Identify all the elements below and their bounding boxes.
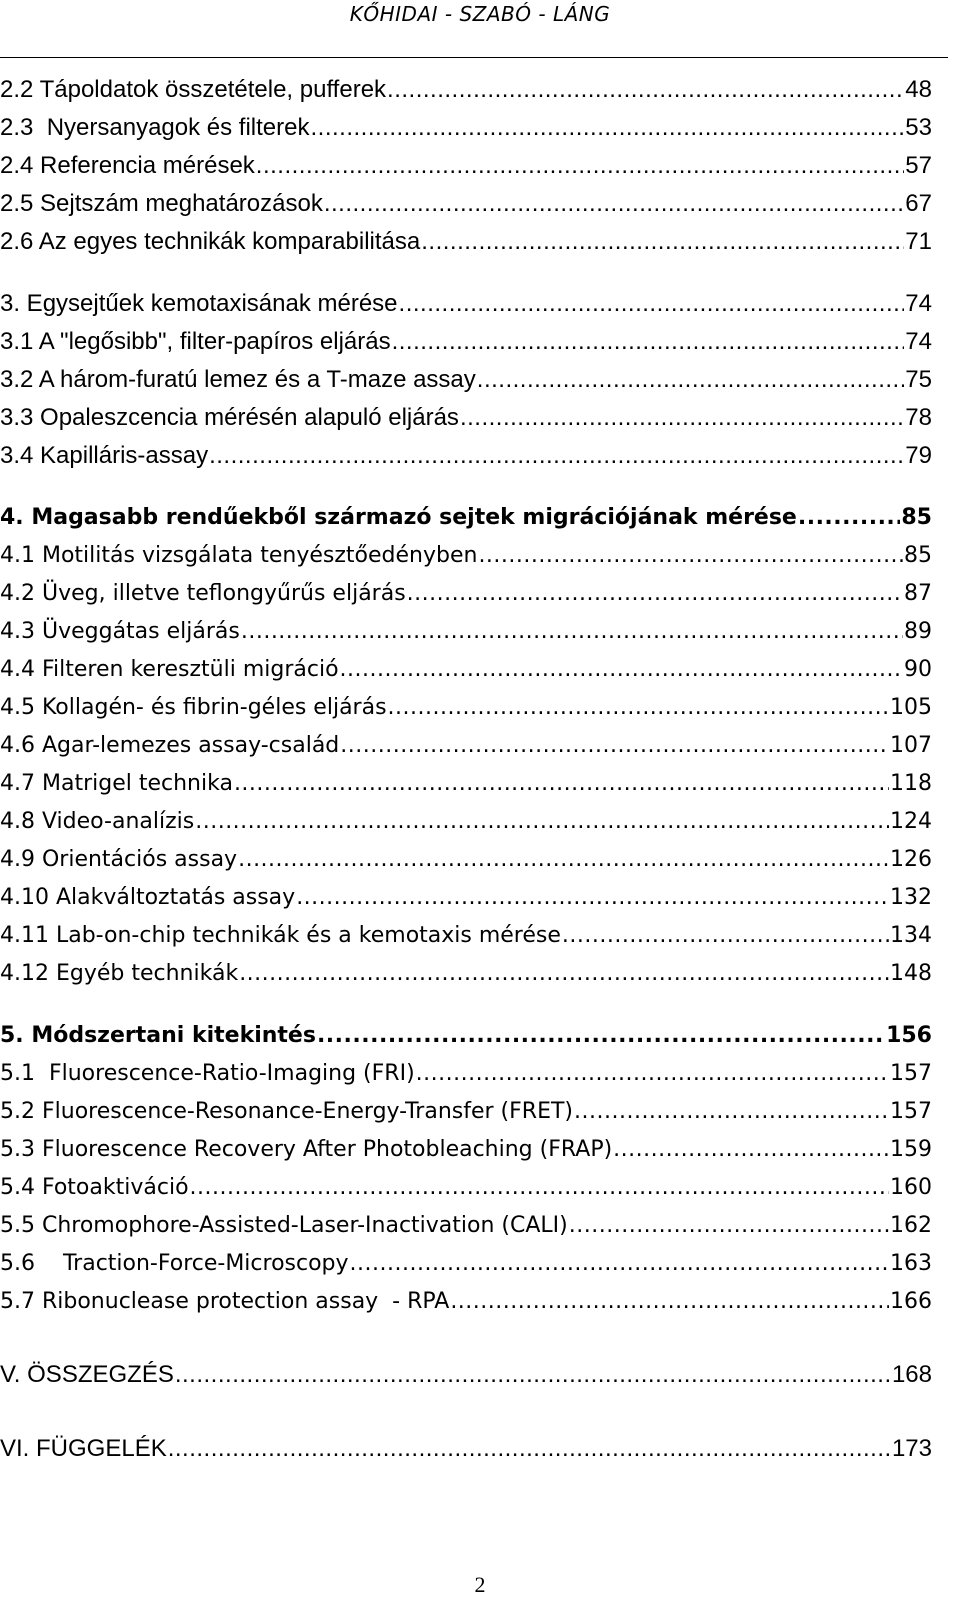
leader-dots [562, 923, 889, 948]
toc-entry[interactable] [0, 152, 932, 186]
toc-entry-label: 5.1 Fluorescence-Ratio-Imaging (FRI) [0, 1061, 415, 1086]
toc-entry-page: 105 [890, 695, 932, 720]
running-header [0, 0, 960, 56]
toc-entry-page: 126 [890, 847, 932, 872]
leader-dots [407, 581, 903, 606]
toc-entry-label: 4.8 Video-analízis [0, 809, 195, 834]
toc-entry-label: 5.6 Traction-Force-Microscopy [0, 1251, 349, 1276]
leader-dots [574, 1099, 889, 1124]
leader-dots [324, 190, 904, 218]
leader-dots [613, 1137, 889, 1162]
toc-entry[interactable] [0, 1251, 932, 1285]
toc-entry-label: 3.3 Opaleszcencia mérésén alapuló eljárás [0, 404, 459, 431]
toc-chapter-entry[interactable] [0, 505, 932, 539]
toc-entry[interactable] [0, 1289, 932, 1323]
toc-entry-page: 71 [905, 228, 932, 255]
leader-dots [416, 1061, 889, 1086]
leader-dots [256, 152, 905, 180]
leader-dots [168, 1435, 891, 1463]
toc-entry-page: 78 [905, 404, 932, 431]
leader-dots [340, 733, 889, 758]
toc-entry[interactable] [0, 581, 932, 615]
toc-entry[interactable] [0, 190, 932, 224]
toc-entry-label: 4.5 Kollagén- és fibrin-géles eljárás [0, 695, 387, 720]
running-title: KŐHIDAI - SZABÓ - LÁNG [349, 2, 611, 26]
toc-entry[interactable] [0, 885, 932, 919]
leader-dots [239, 961, 889, 986]
toc-entry[interactable] [0, 404, 932, 438]
toc-entry-page: 132 [890, 885, 932, 910]
leader-dots [175, 1361, 891, 1389]
toc-entry-label: 2.2 Tápoldatok összetétele, pufferek [0, 76, 387, 103]
toc-entry-label: V. ÖSSZEGZÉS [0, 1361, 174, 1388]
leader-dots [340, 657, 903, 682]
leader-dots [477, 366, 905, 394]
toc-entry-label: 3.4 Kapilláris-assay [0, 442, 209, 469]
leader-dots [317, 1023, 885, 1048]
leader-dots [350, 1251, 889, 1276]
leader-dots [798, 505, 901, 530]
page-number: 2 [474, 1572, 486, 1597]
leader-dots [296, 885, 889, 910]
leader-dots [209, 442, 904, 470]
toc-entry[interactable] [0, 228, 932, 262]
leader-dots [399, 290, 905, 318]
toc-entry-label: 3.2 A három-furatú lemez és a T-maze assay [0, 366, 476, 393]
toc-entry-label: 4.7 Matrigel technika [0, 771, 233, 796]
toc-entry-label: 2.3 Nyersanyagok és filterek [0, 114, 310, 141]
leader-dots [234, 771, 889, 796]
toc-entry[interactable] [0, 923, 932, 957]
toc-entry[interactable] [0, 328, 932, 362]
toc-entry[interactable] [0, 1213, 932, 1247]
toc-entry-page: 79 [905, 442, 932, 469]
toc-entry[interactable] [0, 961, 932, 995]
leader-dots [238, 847, 889, 872]
toc-entry-page: 85 [901, 505, 932, 530]
leader-dots [195, 809, 889, 834]
toc-entry[interactable] [0, 733, 932, 767]
toc-entry-page: 166 [890, 1289, 932, 1314]
leader-dots [460, 404, 904, 432]
toc-entry[interactable] [0, 442, 932, 476]
toc-entry[interactable] [0, 1099, 932, 1133]
toc-entry-label: 4.3 Üveggátas eljárás [0, 619, 240, 644]
toc-entry[interactable] [0, 1061, 932, 1095]
toc-chapter-entry[interactable] [0, 1023, 932, 1057]
toc-entry[interactable] [0, 847, 932, 881]
toc-entry[interactable] [0, 76, 932, 110]
toc-entry[interactable] [0, 619, 932, 653]
toc-chapter-entry[interactable] [0, 290, 932, 324]
toc-entry[interactable] [0, 1137, 932, 1171]
toc-entry-label: 4.4 Filteren keresztüli migráció [0, 657, 339, 682]
header-rule [0, 57, 948, 58]
toc-entry-label: 3. Egysejtűek kemotaxisának mérése [0, 290, 398, 317]
toc-entry-page: 159 [890, 1137, 932, 1162]
toc-entry-page: 89 [904, 619, 932, 644]
toc-entry-label: 4.1 Motilitás vizsgálata tenyésztőedényben [0, 543, 478, 568]
toc-entry-label: 4.10 Alakváltoztatás assay [0, 885, 296, 910]
toc-entry-page: 148 [890, 961, 932, 986]
toc-entry-page: 75 [905, 366, 932, 393]
toc-entry-label: 4.12 Egyéb technikák [0, 961, 239, 986]
toc-entry-page: 162 [890, 1213, 932, 1238]
toc-entry-page: 74 [905, 290, 932, 317]
toc-entry-label: 2.5 Sejtszám meghatározások [0, 190, 323, 217]
toc-entry-label: 5.7 Ribonuclease protection assay - RPA [0, 1289, 450, 1314]
toc-entry-label: 4.9 Orientációs assay [0, 847, 238, 872]
toc-entry-page: 118 [890, 771, 932, 796]
leader-dots [190, 1175, 889, 1200]
toc-entry-page: 67 [905, 190, 932, 217]
toc-entry-page: 173 [891, 1435, 932, 1462]
toc-entry-label: 3.1 A "legősibb", filter-papíros eljárás [0, 328, 391, 355]
toc-entry[interactable] [0, 366, 932, 400]
toc-entry[interactable] [0, 771, 932, 805]
toc-entry-page: 48 [905, 76, 932, 103]
toc-entry-page: 157 [890, 1099, 932, 1124]
toc-entry-page: 156 [886, 1023, 932, 1048]
toc-entry-page: 57 [905, 152, 932, 179]
toc-entry-page: 74 [905, 328, 932, 355]
toc-part-entry[interactable] [0, 1361, 932, 1395]
toc-entry[interactable] [0, 695, 932, 729]
toc-entry-page: 134 [890, 923, 932, 948]
toc-entry[interactable] [0, 543, 932, 577]
toc-entry-label: 4.6 Agar-lemezes assay-család [0, 733, 340, 758]
toc-entry-page: 107 [890, 733, 932, 758]
toc-entry[interactable] [0, 1175, 932, 1209]
toc-entry-label: 5.4 Fotoaktiváció [0, 1175, 189, 1200]
toc-entry[interactable] [0, 809, 932, 843]
leader-dots [388, 695, 889, 720]
toc-entry-label: 5.2 Fluorescence-Resonance-Energy-Transfer (FRET) [0, 1099, 573, 1124]
toc-entry-page: 53 [905, 114, 932, 141]
toc-entry-page: 85 [904, 543, 932, 568]
toc-entry-page: 157 [890, 1061, 932, 1086]
toc-entry-label: 5. Módszertani kitekintés [0, 1023, 316, 1048]
toc-entry-label: 4.11 Lab-on-chip technikák és a kemotaxis mérése [0, 923, 561, 948]
toc-entry-page: 160 [890, 1175, 932, 1200]
toc-entry[interactable] [0, 114, 932, 148]
toc-part-entry[interactable] [0, 1435, 932, 1469]
toc-entry-label: 2.6 Az egyes technikák komparabilitása [0, 228, 421, 255]
leader-dots [392, 328, 905, 356]
leader-dots [450, 1289, 889, 1314]
leader-dots [241, 619, 903, 644]
toc-entry-label: 4.2 Üveg, illetve teflongyűrűs eljárás [0, 581, 406, 606]
toc-entry-label: 2.4 Referencia mérések [0, 152, 255, 179]
leader-dots [569, 1213, 889, 1238]
toc-entry-label: 5.3 Fluorescence Recovery After Photobleaching (FRAP) [0, 1137, 613, 1162]
toc-entry-page: 124 [890, 809, 932, 834]
toc-entry-label: 4. Magasabb rendűekből származó sejtek migrációjának mérése [0, 505, 797, 530]
toc-entry-label: VI. FÜGGELÉK [0, 1435, 167, 1462]
toc-entry-page: 168 [891, 1361, 932, 1388]
toc-entry[interactable] [0, 657, 932, 691]
toc-entry-page: 90 [904, 657, 932, 682]
leader-dots [478, 543, 903, 568]
leader-dots [310, 114, 904, 142]
toc-entry-page: 87 [904, 581, 932, 606]
leader-dots [421, 228, 904, 256]
toc-entry-label: 5.5 Chromophore-Assisted-Laser-Inactivation (CALI) [0, 1213, 568, 1238]
toc-entry-page: 163 [890, 1251, 932, 1276]
leader-dots [387, 76, 904, 104]
